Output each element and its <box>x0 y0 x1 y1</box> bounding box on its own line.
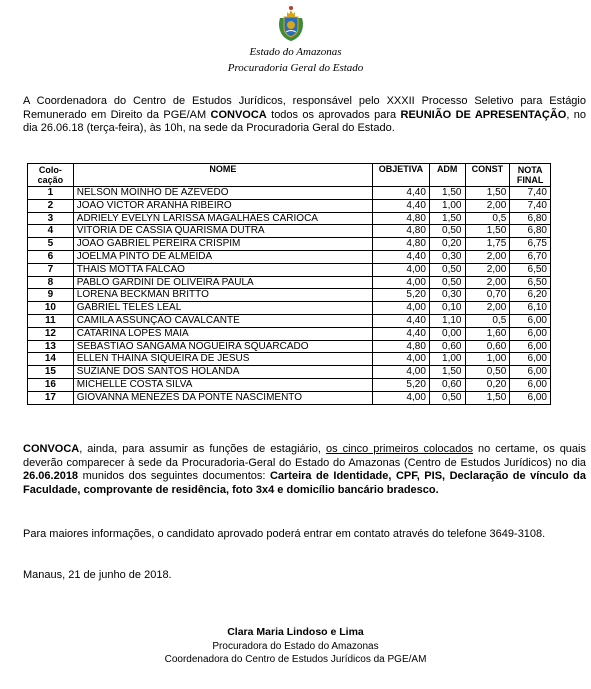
cell-const: 2,00 <box>465 276 510 289</box>
cell-adm: 1,00 <box>429 353 465 366</box>
cell-adm: 0,10 <box>429 302 465 315</box>
cell-objetiva: 4,00 <box>372 353 429 366</box>
cell-const: 0,20 <box>465 378 510 391</box>
cell-nome: SUZIANE DOS SANTOS HOLANDA <box>73 366 372 379</box>
intro-text-1: A Coordenadora do Centro de Estudos Jurídicos, responsável pelo XXXII Processo Seletivo para Estágio Remunerado em Direito da PGE/AM <box>23 95 586 121</box>
cell-colocacao: 8 <box>28 276 74 289</box>
cell-adm: 1,00 <box>429 199 465 212</box>
cell-adm: 0,60 <box>429 340 465 353</box>
cell-nome: PABLO GARDINI DE OLIVEIRA PAULA <box>73 276 372 289</box>
table-row <box>28 225 551 238</box>
cell-adm: 0,00 <box>429 327 465 340</box>
signature-role-2: Coordenadora do Centro de Estudos Jurídicos da PGE/AM <box>164 654 427 665</box>
cell-const: 1,00 <box>465 353 510 366</box>
cell-objetiva: 4,40 <box>372 199 429 212</box>
cell-colocacao: 11 <box>28 314 74 327</box>
table-row <box>28 340 551 353</box>
cell-nome: CAMILA ASSUNÇÃO CAVALCANTE <box>73 314 372 327</box>
table-body <box>28 187 551 405</box>
cell-nota-final: 6,00 <box>510 378 551 391</box>
convoca-text-2: no certame, os quais deverão comparecer à sede da Procuradoria-Geral do Estado do Amazonas (Centro de Estudos Jurídicos) no dia <box>23 443 586 469</box>
cell-adm: 1,50 <box>429 212 465 225</box>
cell-nome: GABRIEL TELES LEAL <box>73 302 372 315</box>
cell-nota-final: 6,00 <box>510 366 551 379</box>
date-line: Manaus, 21 de junho de 2018. <box>23 569 172 581</box>
cell-nota-final: 6,70 <box>510 250 551 263</box>
cell-nome: ADRIELY EVELYN LARISSA MAGALHÃES CARIOCA <box>73 212 372 225</box>
cell-const: 1,50 <box>465 225 510 238</box>
cell-colocacao: 1 <box>28 187 74 200</box>
cell-nota-final: 6,00 <box>510 314 551 327</box>
cell-colocacao: 12 <box>28 327 74 340</box>
col-header-colocacao: Colo-cação <box>28 164 74 187</box>
cell-const: 1,50 <box>465 391 510 404</box>
cell-colocacao: 15 <box>28 366 74 379</box>
cell-nome: NELSON MOINHO DE AZEVEDO <box>73 187 372 200</box>
col-header-nota: NOTA FINAL <box>510 164 551 187</box>
intro-paragraph <box>23 95 586 136</box>
cell-objetiva: 4,00 <box>372 302 429 315</box>
cell-nome: CATARINA LOPES MAIA <box>73 327 372 340</box>
cell-const: 2,00 <box>465 263 510 276</box>
convoca-keyword: CONVOCA <box>23 443 80 455</box>
cell-nota-final: 6,50 <box>510 276 551 289</box>
cell-objetiva: 4,40 <box>372 250 429 263</box>
cell-nota-final: 6,00 <box>510 327 551 340</box>
cell-nome: GIOVANNA MENEZES DA PONTE NASCIMENTO <box>73 391 372 404</box>
cell-const: 2,00 <box>465 199 510 212</box>
intro-reuniao: REUNIÃO DE APRESENTAÇÃO <box>400 108 567 121</box>
convoca-text-3: munidos dos seguintes documentos: <box>78 470 270 482</box>
table-row <box>28 212 551 225</box>
cell-adm: 0,50 <box>429 391 465 404</box>
table-row <box>28 263 551 276</box>
table-row <box>28 353 551 366</box>
cell-colocacao: 3 <box>28 212 74 225</box>
cell-nota-final: 7,40 <box>510 187 551 200</box>
convoca-text-1: , ainda, para assumir as funções de estagiário, <box>79 443 326 455</box>
cell-nota-final: 6,00 <box>510 340 551 353</box>
cell-nome: LORENA BECKMAN BRITTO <box>73 289 372 302</box>
cell-adm: 0,50 <box>429 276 465 289</box>
cell-adm: 0,30 <box>429 250 465 263</box>
cell-objetiva: 4,80 <box>372 238 429 251</box>
cell-nota-final: 6,10 <box>510 302 551 315</box>
results-table <box>27 163 551 405</box>
table-row <box>28 289 551 302</box>
cell-nome: JOÃO GABRIEL PEREIRA CRISPIM <box>73 238 372 251</box>
cell-nome: MICHELLE COSTA SILVA <box>73 378 372 391</box>
table-header-row <box>28 164 551 187</box>
cell-const: 2,00 <box>465 302 510 315</box>
cell-adm: 0,50 <box>429 263 465 276</box>
table-row <box>28 276 551 289</box>
table-row <box>28 378 551 391</box>
cell-colocacao: 7 <box>28 263 74 276</box>
info-paragraph: Para maiores informações, o candidato aprovado poderá entrar em contato através do telefone 3649-3108. <box>23 528 546 540</box>
cell-colocacao: 13 <box>28 340 74 353</box>
cell-const: 0,70 <box>465 289 510 302</box>
convoca-underlined: os cinco primeiros colocados <box>325 443 474 455</box>
cell-objetiva: 4,40 <box>372 187 429 200</box>
cell-nota-final: 6,00 <box>510 353 551 366</box>
cell-colocacao: 6 <box>28 250 74 263</box>
cell-const: 1,75 <box>465 238 510 251</box>
cell-objetiva: 4,00 <box>372 391 429 404</box>
cell-nota-final: 6,75 <box>510 238 551 251</box>
cell-objetiva: 5,20 <box>372 378 429 391</box>
col-header-objetiva: OBJETIVA <box>372 164 429 187</box>
cell-const: 0,5 <box>465 314 510 327</box>
cell-adm: 0,20 <box>429 238 465 251</box>
signature-name: Clara Maria Lindoso e Lima <box>227 626 364 638</box>
cell-adm: 0,60 <box>429 378 465 391</box>
cell-colocacao: 5 <box>28 238 74 251</box>
table-row <box>28 391 551 404</box>
intro-convoca: CONVOCA <box>210 108 267 121</box>
cell-adm: 1,10 <box>429 314 465 327</box>
table-row <box>28 302 551 315</box>
cell-nome: THAÍS MOTTA FALCÃO <box>73 263 372 276</box>
amazonas-coat-of-arms-icon <box>277 4 305 42</box>
convoca-documents: Carteira de Identidade, CPF, PIS, Declaração de vínculo da Faculdade, comprovante de residência, foto 3x4 e domicílio bancário bradesco. <box>23 470 586 496</box>
cell-nome: JOELMA PINTO DE ALMEIDA <box>73 250 372 263</box>
cell-colocacao: 10 <box>28 302 74 315</box>
cell-const: 0,5 <box>465 212 510 225</box>
cell-colocacao: 16 <box>28 378 74 391</box>
cell-adm: 1,50 <box>429 366 465 379</box>
cell-nome: VITÓRIA DE CÁSSIA QUARISMA DUTRA <box>73 225 372 238</box>
cell-nota-final: 6,00 <box>510 391 551 404</box>
cell-const: 1,60 <box>465 327 510 340</box>
header-state-name: Estado do Amazonas <box>249 46 342 58</box>
col-header-adm: ADM <box>429 164 465 187</box>
cell-colocacao: 17 <box>28 391 74 404</box>
intro-text-3: , no dia 26.06.18 (terça-feira), às 10h, na sede da Procuradoria Geral do Estado. <box>23 108 586 134</box>
convoca-date: 26.06.2018 <box>23 470 79 482</box>
cell-colocacao: 14 <box>28 353 74 366</box>
cell-nome: JOÃO VICTOR ARANHA RIBEIRO <box>73 199 372 212</box>
cell-const: 1,50 <box>465 187 510 200</box>
intro-text-2: todos os aprovados para <box>266 108 401 121</box>
cell-const: 0,50 <box>465 366 510 379</box>
convocation-paragraph <box>23 443 586 497</box>
cell-objetiva: 4,40 <box>372 314 429 327</box>
table-row <box>28 366 551 379</box>
cell-objetiva: 4,40 <box>372 327 429 340</box>
cell-const: 2,00 <box>465 250 510 263</box>
cell-colocacao: 4 <box>28 225 74 238</box>
cell-objetiva: 4,00 <box>372 366 429 379</box>
cell-adm: 1,50 <box>429 187 465 200</box>
cell-adm: 0,50 <box>429 225 465 238</box>
cell-objetiva: 5,20 <box>372 289 429 302</box>
cell-nota-final: 6,20 <box>510 289 551 302</box>
cell-nota-final: 6,50 <box>510 263 551 276</box>
col-header-nome: NOME <box>73 164 372 187</box>
cell-objetiva: 4,00 <box>372 263 429 276</box>
table-row <box>28 187 551 200</box>
cell-adm: 0,30 <box>429 289 465 302</box>
signature-role-1: Procuradora do Estado do Amazonas <box>212 641 379 652</box>
cell-nome: SEBASTIÃO SANGAMA NOGUEIRA SQUARCADO <box>73 340 372 353</box>
table-row <box>28 199 551 212</box>
table-row <box>28 327 551 340</box>
cell-nota-final: 6,80 <box>510 225 551 238</box>
cell-nota-final: 6,80 <box>510 212 551 225</box>
cell-colocacao: 9 <box>28 289 74 302</box>
table-row <box>28 250 551 263</box>
cell-objetiva: 4,00 <box>372 276 429 289</box>
cell-objetiva: 4,80 <box>372 225 429 238</box>
col-header-const: CONST <box>465 164 510 187</box>
cell-colocacao: 2 <box>28 199 74 212</box>
table-row <box>28 314 551 327</box>
table-row <box>28 238 551 251</box>
header-agency-name: Procuradoria Geral do Estado <box>227 62 364 74</box>
cell-objetiva: 4,80 <box>372 340 429 353</box>
cell-nota-final: 7,40 <box>510 199 551 212</box>
cell-const: 0,60 <box>465 340 510 353</box>
cell-objetiva: 4,80 <box>372 212 429 225</box>
cell-nome: ELLEN THAINÁ SIQUEIRA DE JESUS <box>73 353 372 366</box>
